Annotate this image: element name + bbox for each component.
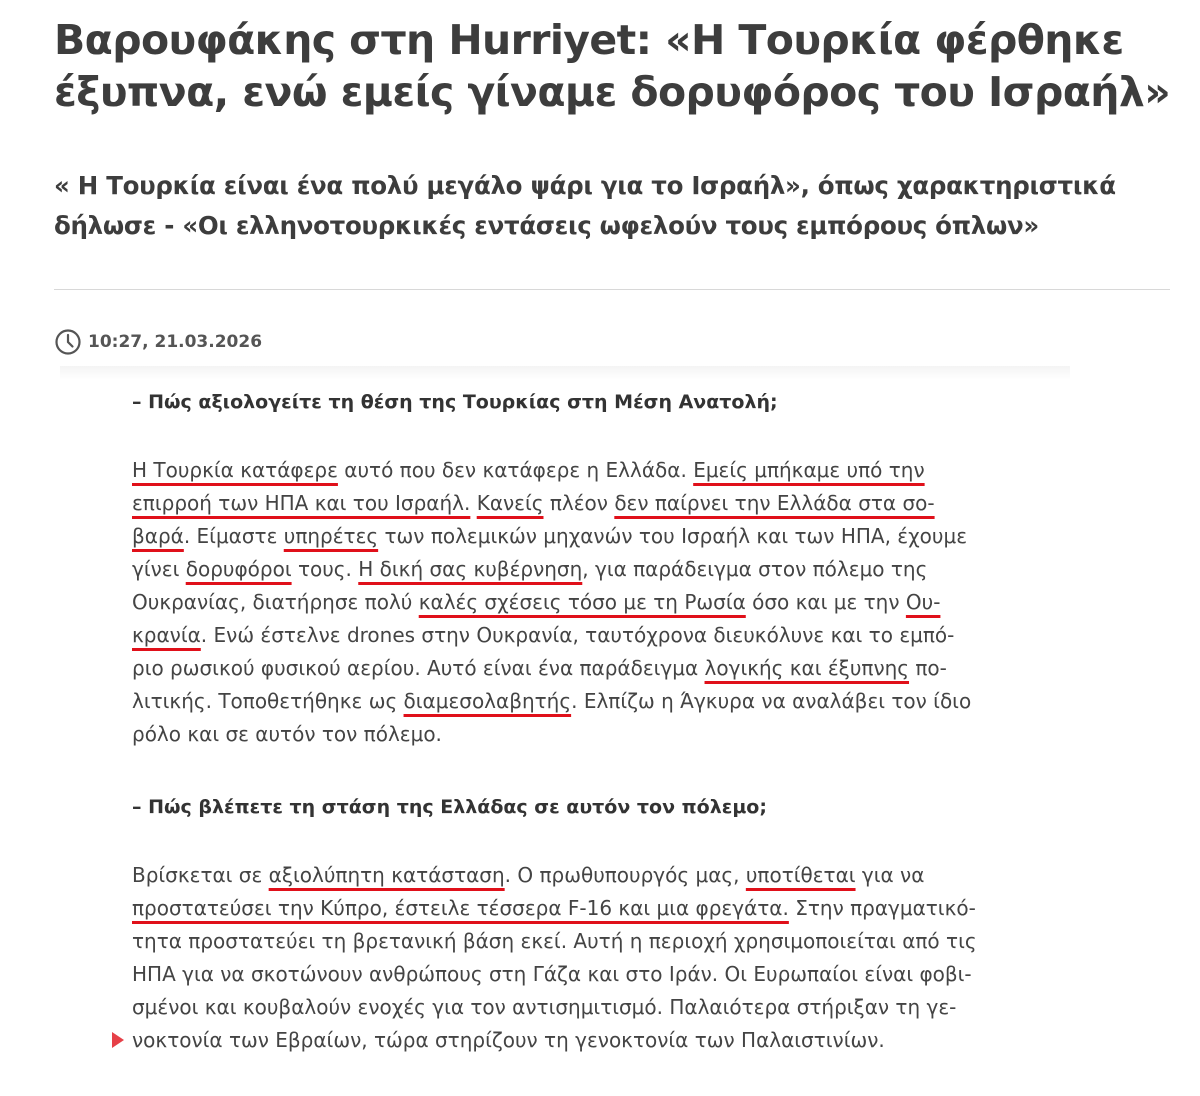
interview-question-1: – Πώς αξιολογείτε τη θέση της Τουρκίας στη Μέση Ανατολή; <box>132 391 778 413</box>
underlined-phrase: καλές σχέσεις τόσο με τη Ρωσία <box>418 590 746 614</box>
content-top-fade <box>60 366 1070 380</box>
text-segment: για να <box>855 863 925 887</box>
interview-body <box>132 380 1032 1057</box>
clock-icon <box>54 328 82 356</box>
text-line <box>132 718 1032 751</box>
text-segment: , για παράδειγμα στον πόλεμο της <box>582 557 928 581</box>
text-segment: . Είμαστε <box>183 524 284 548</box>
underlined-phrase: λογικής και έξυπνης <box>704 656 910 680</box>
text-line <box>132 586 1032 619</box>
text-segment: ρόλο και σε αυτόν τον πόλεμο. <box>132 722 442 746</box>
underlined-phrase: υπηρέτες <box>283 524 379 548</box>
text-segment: λιτικής. Τοποθετήθηκε ως <box>132 689 404 713</box>
text-segment: ΗΠΑ για να σκοτώνουν ανθρώπους στη Γάζα και στο Ιράν. Οι Ευρωπαίοι είναι φοβι- <box>132 962 972 986</box>
underlined-phrase: Κανείς <box>476 491 544 515</box>
text-segment: . Ενώ έστελνε drones στην Ουκρανία, ταυτόχρονα διευκόλυνε και το εμπό- <box>200 623 955 647</box>
article-meta <box>54 327 262 357</box>
underlined-phrase: Η δική σας κυβέρνηση <box>358 557 583 581</box>
text-segment: Ουκρανίας, διατήρησε πολύ <box>132 590 419 614</box>
text-line <box>132 892 1032 925</box>
underlined-phrase: βαρά <box>132 524 184 548</box>
text-segment: των πολεμικών μηχανών του Ισραήλ και των ΗΠΑ, έχουμε <box>378 524 968 548</box>
underlined-phrase: αξιολύπητη κατάσταση <box>268 863 505 887</box>
text-line <box>132 685 1032 718</box>
text-line <box>132 619 1032 652</box>
text-line <box>132 859 1032 892</box>
interview-answer-1 <box>132 454 1032 751</box>
text-segment: πλέον <box>543 491 615 515</box>
underlined-phrase: υποτίθεται <box>745 863 856 887</box>
underlined-phrase: Εμείς μπήκαμε υπό την <box>693 458 925 482</box>
text-segment: . Ο πρωθυπουργός μας, <box>504 863 746 887</box>
text-segment: νοκτονία των Εβραίων, τώρα στηρίζουν τη γενοκτονία των Παλαιστινίων. <box>132 1028 885 1052</box>
text-segment: . Ελπίζω η Άγκυρα να αναλάβει τον ίδιο <box>571 689 972 713</box>
text-segment: τητα προστατεύει τη βρετανική βάση εκεί. Αυτή η περιοχή χρησιμοποιείται από τις <box>132 929 977 953</box>
text-segment: ριο ρωσικού φυσικού αερίου. Αυτό είναι ένα παράδειγμα <box>132 656 705 680</box>
text-segment: αυτό που δεν κατάφερε η Ελλάδα. <box>337 458 694 482</box>
article-headline: Βαρουφάκης στη Hurriyet: «Η Τουρκία φέρθηκε έξυπνα, ενώ εμείς γίναμε δορυφόρος του Ισραήλ» <box>54 16 1171 116</box>
underlined-phrase: προστατεύσει την Κύπρο, έστειλε τέσσερα F-16 και μια φρεγάτα. <box>132 896 789 920</box>
text-segment: σμένοι και κουβαλούν ενοχές για τον αντισημιτισμό. Παλαιότερα στήριξαν τη γε- <box>132 995 957 1019</box>
text-segment: Βρίσκεται σε <box>132 863 269 887</box>
text-line <box>132 958 1032 991</box>
text-line <box>132 520 1032 553</box>
text-segment: Στην πραγματικό- <box>788 896 976 920</box>
header-divider <box>54 289 1170 290</box>
text-line <box>132 553 1032 586</box>
text-segment: τους. <box>291 557 359 581</box>
underlined-phrase: Ου- <box>905 590 941 614</box>
text-segment: όσο και με την <box>745 590 906 614</box>
underlined-phrase: κρανία <box>132 623 201 647</box>
text-segment: πο- <box>909 656 947 680</box>
underlined-phrase: δεν παίρνει την Ελλάδα στα σο- <box>614 491 935 515</box>
red-edge-mark <box>112 1032 124 1048</box>
text-line <box>132 487 1032 520</box>
publish-timestamp: 10:27, 21.03.2026 <box>88 332 263 352</box>
interview-answer-2 <box>132 859 1032 1057</box>
underlined-phrase: δορυφόροι <box>185 557 292 581</box>
underlined-phrase: Η Τουρκία κατάφερε <box>132 458 338 482</box>
underlined-phrase: διαμεσολαβητής <box>403 689 572 713</box>
text-segment: γίνει <box>132 557 186 581</box>
text-line <box>132 652 1032 685</box>
text-line <box>132 925 1032 958</box>
article-subtitle: « Η Τουρκία είναι ένα πολύ μεγάλο ψάρι για το Ισραήλ», όπως χαρακτηριστικά δήλωσε - «Οι ελληνοτουρκικές εντάσεις ωφελούν τους εμπόρους όπλων» <box>54 171 1116 240</box>
text-line <box>132 991 1032 1024</box>
text-line <box>132 454 1032 487</box>
underlined-phrase: επιρροή των ΗΠΑ και του Ισραήλ. <box>132 491 471 515</box>
interview-question-2: – Πώς βλέπετε τη στάση της Ελλάδας σε αυτόν τον πόλεμο; <box>132 796 767 818</box>
text-line <box>132 1024 1032 1057</box>
